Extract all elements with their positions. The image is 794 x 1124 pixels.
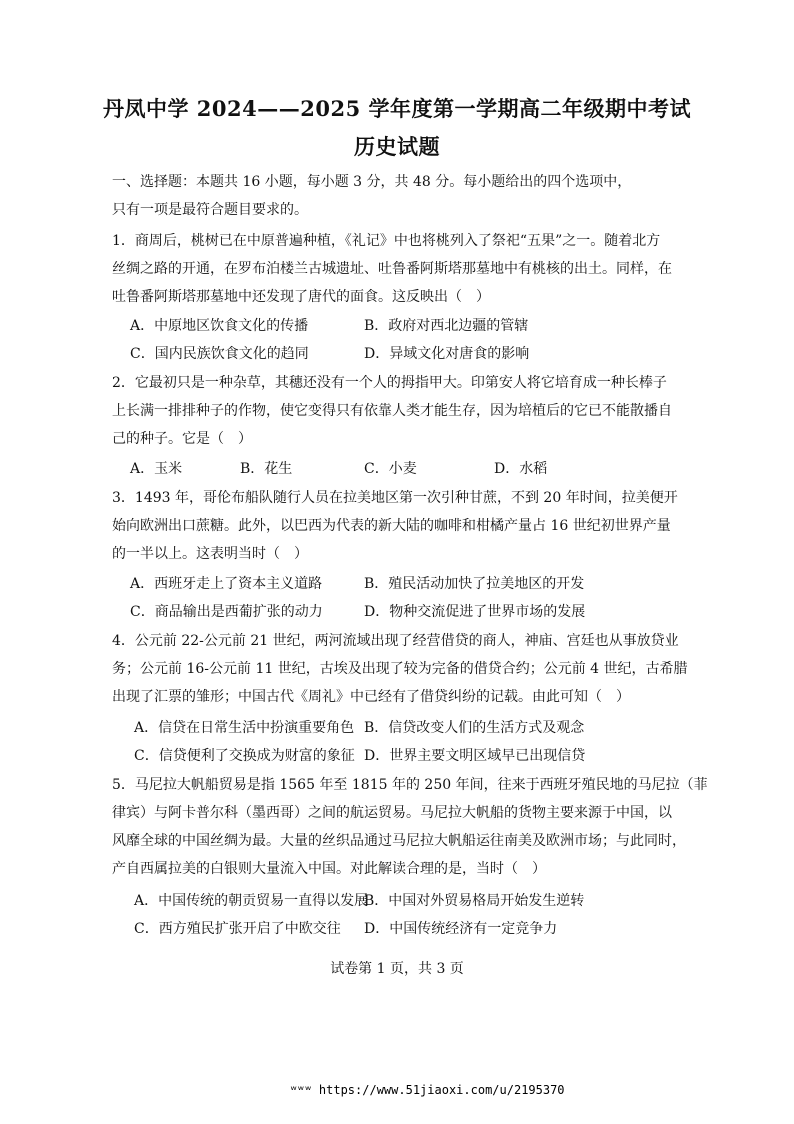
question-text-line: 1．商周后，桃树已在中原普遍种植，《礼记》中也将桃列入了祭祀“五果”之一。随着北方 <box>112 233 661 249</box>
question-text-line: 丝绸之路的开通，在罗布泊楼兰古城遗址、吐鲁番阿斯塔那墓地中有桃核的出土。同样，在 <box>112 261 672 277</box>
option-a: A．信贷在日常生活中扮演重要角色 <box>134 720 355 736</box>
option-b: B．政府对西北边疆的管辖 <box>364 318 529 334</box>
option-c: C．信贷便利了交换成为财富的象征 <box>134 748 355 764</box>
option-a: A．玉米 <box>130 461 183 477</box>
option-d: D．世界主要文明区域早已出现信贷 <box>364 748 586 764</box>
watermark-url: ʷʷʷ https://www.51jiaoxi.com/u/2195370 <box>290 1083 565 1097</box>
question-text-line: 上长满一排排种子的作物，使它变得只有依靠人类才能生存，因为培植后的它已不能散播自 <box>112 403 672 419</box>
question-text-line: 始向欧洲出口蔗糖。此外，以巴西为代表的新大陆的咖啡和柑橘产量占 16 世纪初世界产量 <box>112 518 671 534</box>
option-a: A．中原地区饮食文化的传播 <box>130 318 309 334</box>
option-b: B．殖民活动加快了拉美地区的开发 <box>364 576 585 592</box>
option-a: A．中国传统的朝贡贸易一直得以发展 <box>134 893 369 909</box>
option-d: D．异域文化对唐食的影响 <box>364 346 530 362</box>
option-a: A．西班牙走上了资本主义道路 <box>130 576 323 592</box>
question-text-line: 的一半以上。这表明当时（ ） <box>112 546 308 562</box>
option-c: C．西方殖民扩张开启了中欧交往 <box>134 921 341 937</box>
option-c: C．国内民族饮食文化的趋同 <box>130 346 309 362</box>
option-b: B．信贷改变人们的生活方式及观念 <box>364 720 585 736</box>
page-number: 试卷第 1 页，共 3 页 <box>330 961 464 977</box>
option-d: D．水稻 <box>494 461 548 477</box>
question-text-line: 产自西属拉美的白银则大量流入中国。对此解读合理的是，当时（ ） <box>112 861 546 877</box>
question-text-line: 4．公元前 22-公元前 21 世纪，两河流域出现了经营借贷的商人，神庙、宫廷也从事放贷业 <box>112 633 679 649</box>
question-text-line: 5．马尼拉大帆船贸易是指 1565 年至 1815 年的 250 年间，往来于西班牙殖民地的马尼拉（菲 <box>112 777 708 793</box>
exam-subtitle: 历史试题 <box>354 134 440 159</box>
option-c: C．小麦 <box>364 461 417 477</box>
question-text-line: 己的种子。它是（ ） <box>112 431 252 447</box>
option-c: C．商品输出是西葡扩张的动力 <box>130 604 323 620</box>
section-instructions-line-1: 一、选择题：本题共 16 小题，每小题 3 分，共 48 分。每小题给出的四个选项中， <box>112 174 632 190</box>
question-text-line: 律宾）与阿卡普尔科（墨西哥）之间的航运贸易。马尼拉大帆船的货物主要来源于中国，以 <box>112 805 672 821</box>
option-b: B．花生 <box>240 461 293 477</box>
question-text-line: 风靡全球的中国丝绸为最。大量的丝织品通过马尼拉大帆船运往南美及欧洲市场；与此同时， <box>112 833 686 849</box>
section-instructions-line-2: 只有一项是最符合题目要求的。 <box>112 202 308 218</box>
question-text-line: 出现了汇票的雏形；中国古代《周礼》中已经有了借贷纠纷的记载。由此可知（ ） <box>112 689 630 705</box>
option-d: D．中国传统经济有一定竞争力 <box>364 921 558 937</box>
exam-title: 丹凤中学 2024——2025 学年度第一学期高二年级期中考试 <box>102 96 691 121</box>
question-text-line: 3．1493 年，哥伦布船队随行人员在拉美地区第一次引种甘蔗，不到 20 年时间，拉美便开 <box>112 490 678 506</box>
question-text-line: 吐鲁番阿斯塔那墓地中还发现了唐代的面食。这反映出（ ） <box>112 289 490 305</box>
question-text-line: 务；公元前 16-公元前 11 世纪，古埃及出现了较为完备的借贷合约；公元前 4 世纪，古希腊 <box>112 661 688 677</box>
option-d: D．物种交流促进了世界市场的发展 <box>364 604 586 620</box>
question-text-line: 2．它最初只是一种杂草，其穗还没有一个人的拇指甲大。印第安人将它培育成一种长棒子 <box>112 375 667 391</box>
option-b: B．中国对外贸易格局开始发生逆转 <box>364 893 585 909</box>
